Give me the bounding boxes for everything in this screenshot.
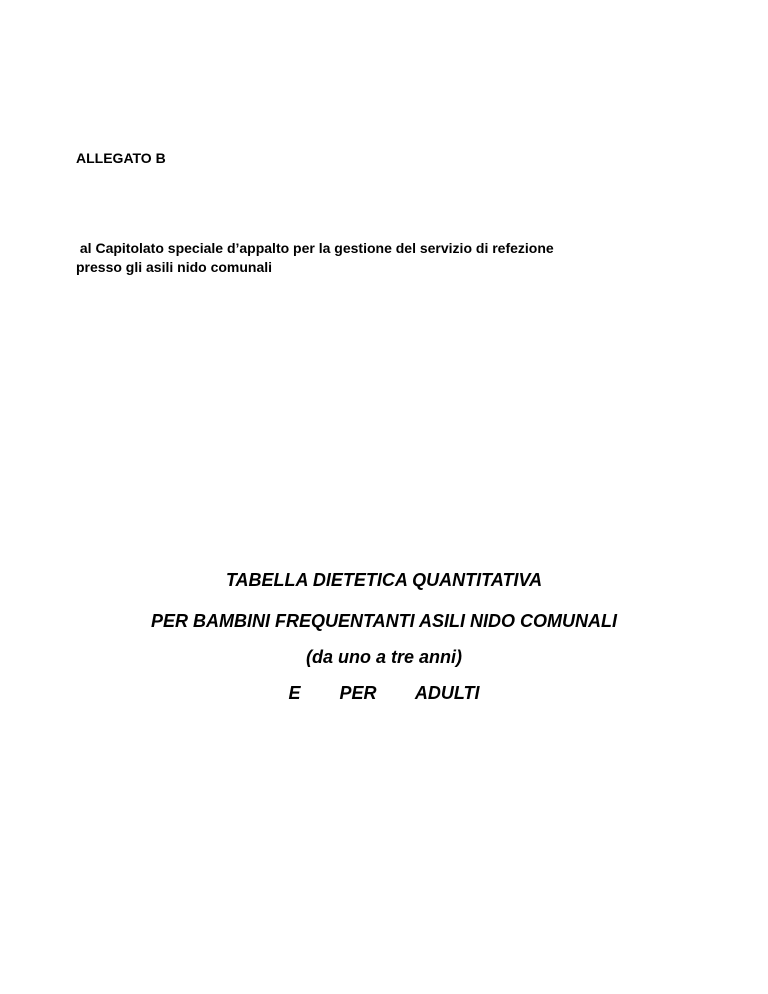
annex-description <box>76 239 716 277</box>
annex-label: ALLEGATO B <box>76 150 166 166</box>
document-title-line-4: E PER ADULTI <box>288 683 480 703</box>
document-title-line-2: PER BAMBINI FREQUENTANTI ASILI NIDO COMUNALI <box>151 611 617 631</box>
annex-description-line-1: al Capitolato speciale d’appalto per la gestione del servizio di refezione <box>76 240 554 256</box>
document-title-line-1: TABELLA DIETETICA QUANTITATIVA <box>225 570 543 590</box>
annex-description-line-2: presso gli asili nido comunali <box>76 259 273 275</box>
document-title-line-3: (da uno a tre anni) <box>305 647 462 667</box>
